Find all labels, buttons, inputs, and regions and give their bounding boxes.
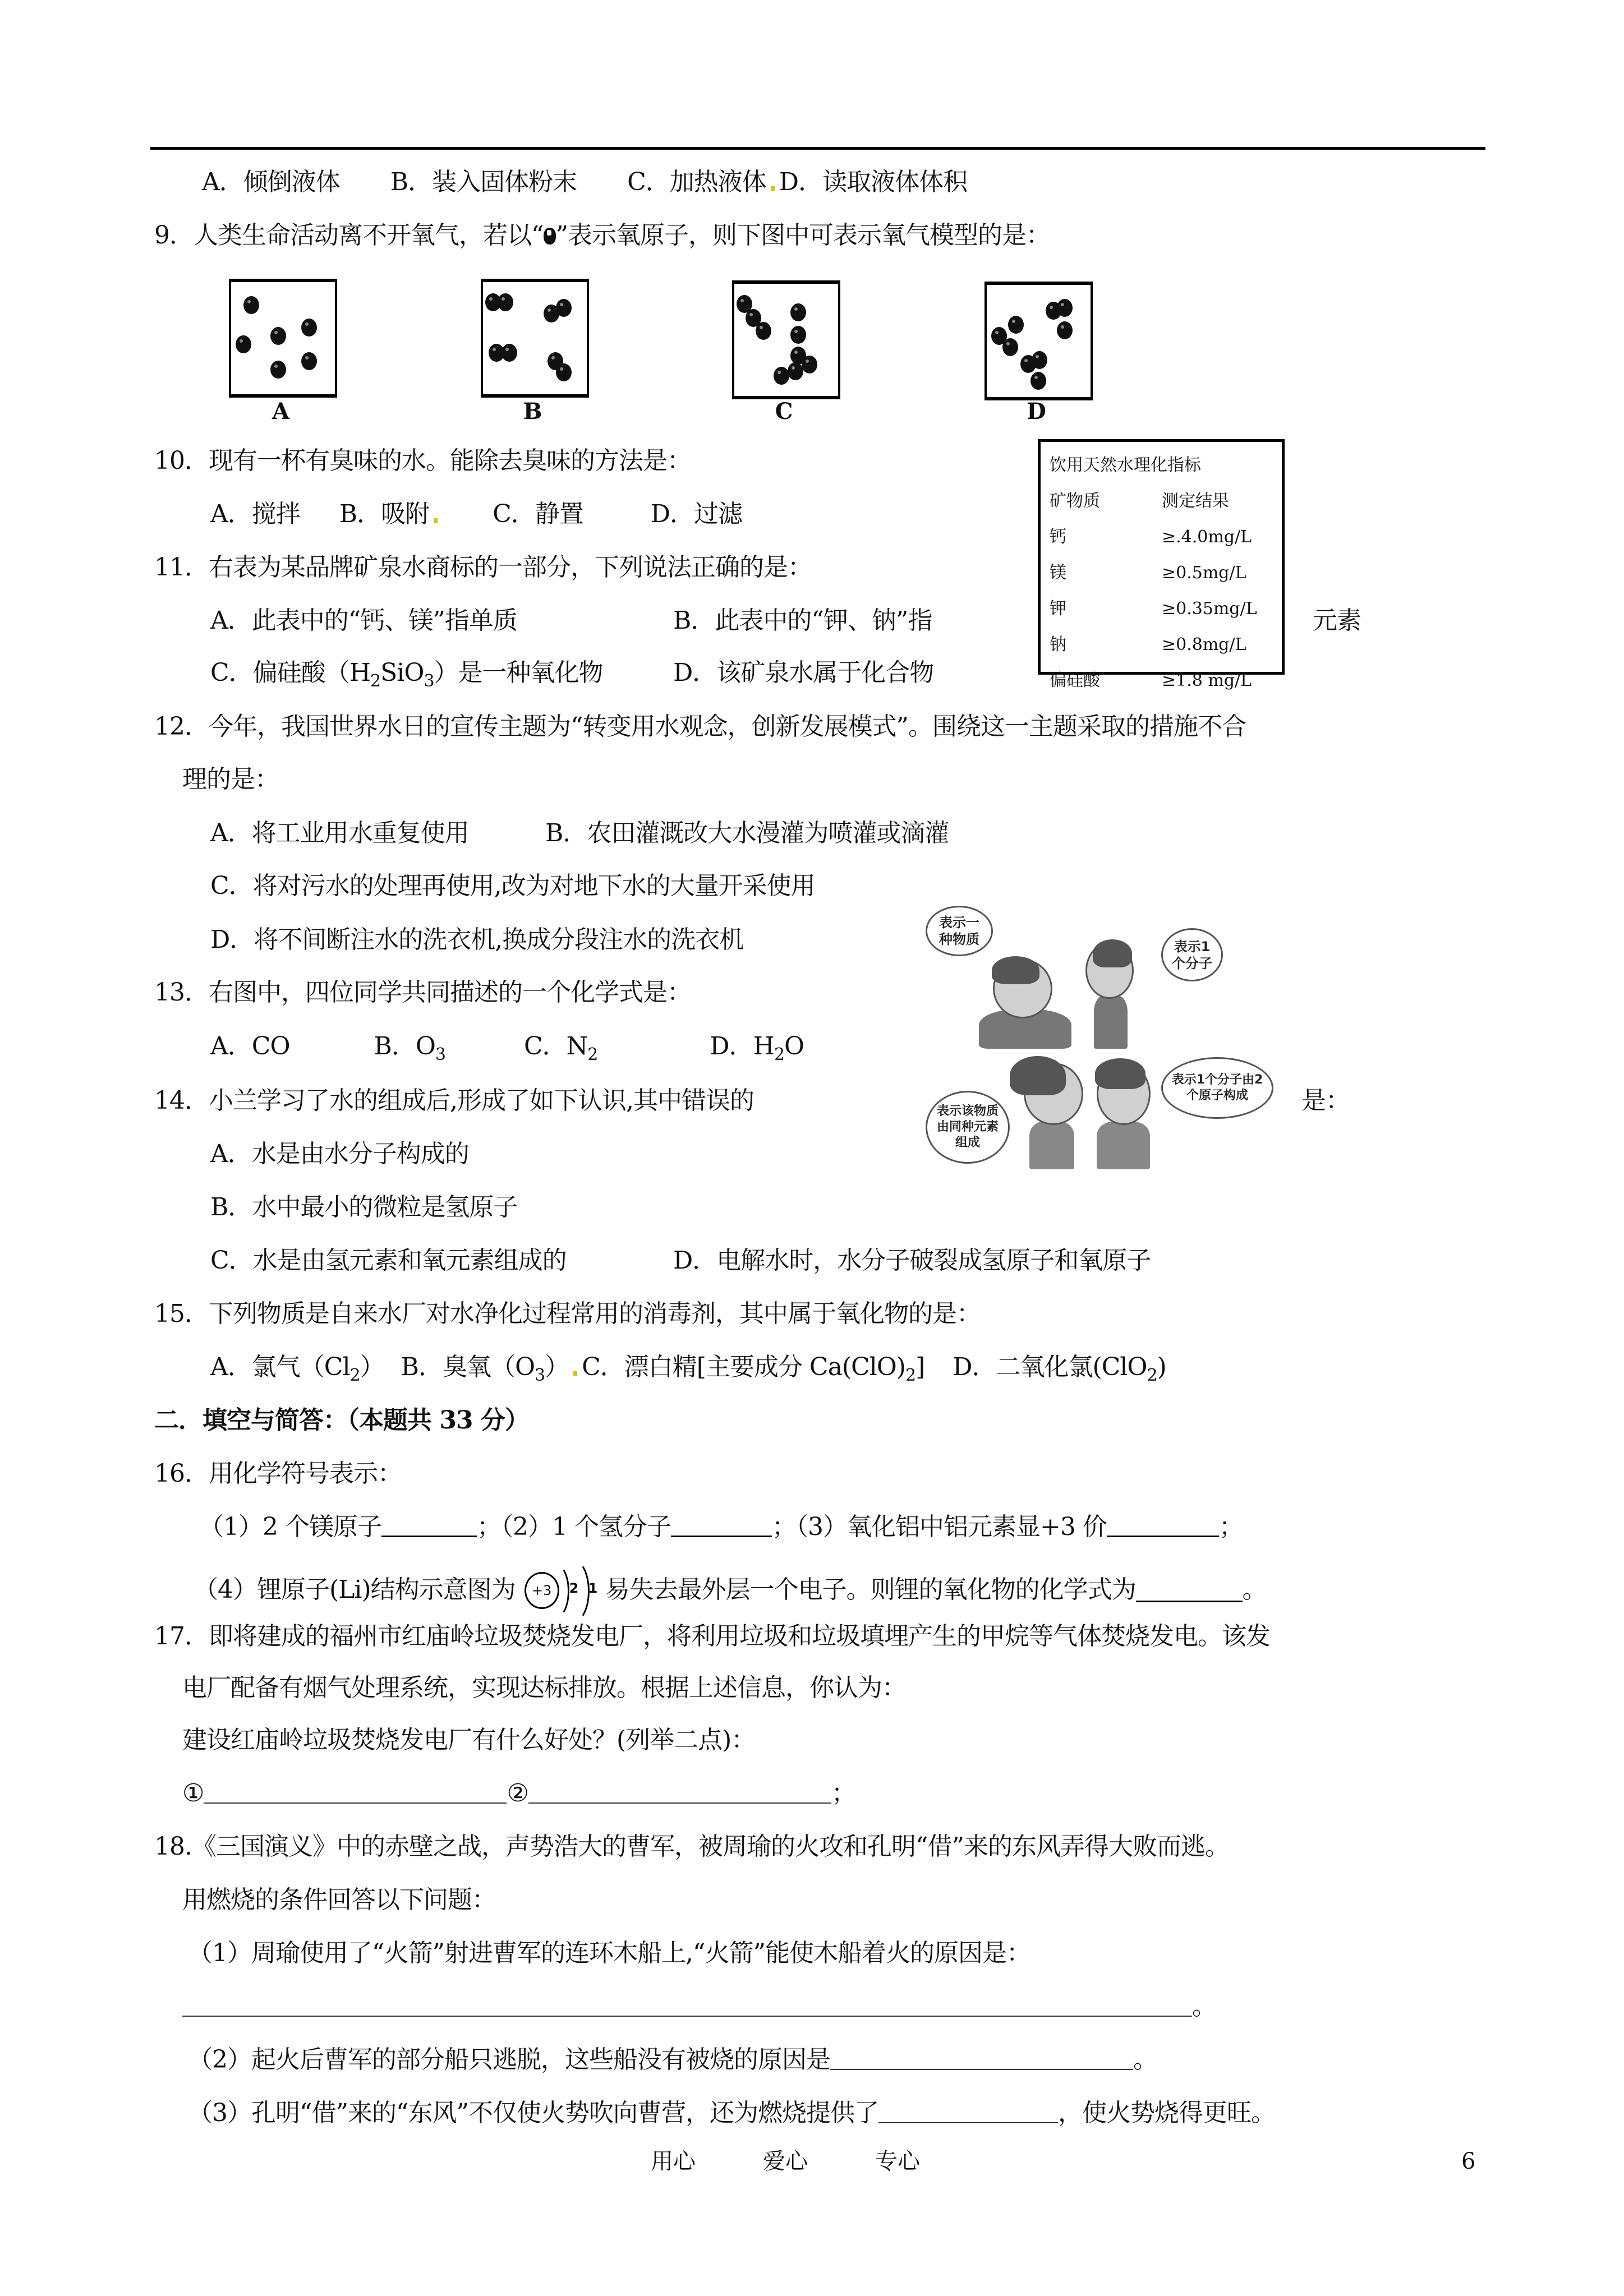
q18-line2: 用燃烧的条件回答以下问题： <box>182 1885 496 1914</box>
q10-options-row <box>210 499 742 530</box>
q18-part-1: （1）周瑜使用了“火箭”射进曹军的连环木船上,“火箭”能使木船着火的原因是： <box>188 1939 1030 1967</box>
q16-text: ； <box>1218 1513 1243 1541</box>
table-cell-name: 镁 <box>1050 563 1066 583</box>
section-2-title: 二．填空与简答：（本题共 33 分） <box>154 1406 529 1435</box>
subscript: 2 <box>349 1366 360 1385</box>
header-rule <box>150 147 1485 150</box>
model-a-label: A <box>272 398 290 425</box>
footer-motto-1: 用心 <box>651 2149 696 2174</box>
table-cell-value: ≥0.8mg/L <box>1162 635 1246 654</box>
q18-line1: 18.《三国演义》中的赤壁之战，声势浩大的曹军，被周瑜的火攻和孔明“借”来的东风弄得大败而逃。 <box>154 1832 1229 1861</box>
q17-answers <box>182 1778 855 1809</box>
q15-option-b: B．臭氧（O <box>401 1353 535 1381</box>
answer-blank[interactable] <box>830 2046 1133 2070</box>
q10-stem: 10．现有一杯有臭味的水。能除去臭味的方法是： <box>154 446 691 475</box>
q15-option-d: D．二氧化氯(ClO <box>953 1353 1147 1381</box>
q16-part-4 <box>194 1567 1267 1612</box>
q11-stem: 11．右表为某品牌矿泉水商标的一部分，下列说法正确的是： <box>154 553 812 582</box>
table-title: 饮用天然水理化指标 <box>1050 455 1201 475</box>
q13-options <box>210 1031 804 1062</box>
student-figure <box>1094 995 1128 1049</box>
q16-stem: 16．用化学符号表示： <box>154 1459 402 1488</box>
q17-text: ； <box>831 1779 855 1808</box>
mark-dot <box>434 518 438 523</box>
q14-option-a: A．水是由水分子构成的 <box>210 1140 469 1168</box>
q12-option-b: B．农田灌溉改大水漫灌为喷灌或滴灌 <box>545 819 949 847</box>
q14-option-b: B．水中最小的微粒是氢原子 <box>210 1193 518 1221</box>
student-figure <box>1029 1122 1074 1169</box>
q18-part-3 <box>188 2097 1275 2129</box>
answer-blank[interactable] <box>878 2100 1058 2123</box>
q13-option-b: B．O <box>374 1032 435 1061</box>
q8-option-b: B．装入固体粉末 <box>390 168 577 196</box>
q9-stem <box>154 220 1050 251</box>
subscript: 2 <box>1147 1366 1157 1385</box>
q18-part-2 <box>188 2044 1157 2076</box>
table-header-row <box>1050 483 1282 519</box>
table-row <box>1050 555 1282 591</box>
table-cell-name: 钙 <box>1050 527 1066 547</box>
answer-blank[interactable] <box>671 1513 772 1537</box>
q12-stem-line2: 理的是： <box>182 765 279 794</box>
student-hair <box>1093 939 1132 967</box>
q10-option-a: A．搅拌 <box>210 500 300 528</box>
q12-option-c: C．将对污水的处理再使用,改为对地下水的大量开采使用 <box>210 872 815 900</box>
q16-part-3: ；（3）氧化铝中铝元素显+3 价 <box>771 1513 1107 1541</box>
speech-bubble: 表示1个分子由2个原子构成 <box>1161 1057 1273 1119</box>
footer-motto-3: 专心 <box>875 2149 920 2174</box>
table-cell-name: 偏硅酸 <box>1050 671 1100 690</box>
subscript: 3 <box>435 1045 446 1064</box>
speech-bubble: 表示一种物质 <box>926 906 993 956</box>
q16-part-2: ；（2）1 个氢分子 <box>476 1513 671 1541</box>
q13-stem: 13．右图中，四位同学共同描述的一个化学式是： <box>154 978 691 1007</box>
q18-part-1-answer <box>182 1991 1216 2022</box>
q15-stem: 15．下列物质是自来水厂对水净化过程常用的消毒剂，其中属于氧化物的是： <box>154 1299 981 1328</box>
q15-text: ) <box>1157 1353 1166 1381</box>
students-cartoon <box>926 906 1290 1175</box>
subscript: 2 <box>587 1045 598 1064</box>
subscript: 2 <box>774 1045 785 1064</box>
mineral-water-table <box>1038 439 1285 690</box>
q9-stem-after: ”表示氧原子，则下图中可表示氧气模型的是： <box>555 221 1050 250</box>
table-cell-value: ≥0.35mg/L <box>1162 599 1257 619</box>
page-number: 6 <box>1461 2149 1476 2174</box>
model-b-box <box>481 279 589 398</box>
table-cell-value: ≥1.8 mg/L <box>1162 671 1252 690</box>
q13-option-a: A．CO <box>210 1032 290 1061</box>
q16-parts-1-3 <box>199 1511 1243 1543</box>
answer-blank[interactable] <box>1107 1513 1219 1537</box>
q18-part-3-tail: ，使火势烧得更旺。 <box>1057 2099 1275 2127</box>
q11-option-d: D．该矿泉水属于化合物 <box>673 658 934 687</box>
q16-part-1: （1）2 个镁原子 <box>199 1513 381 1541</box>
model-a-box <box>229 279 337 398</box>
li-nucleus: +3 <box>525 1572 559 1609</box>
q13-option-c: C．N <box>524 1032 588 1061</box>
oxygen-atom-icon <box>544 228 556 245</box>
model-d-label: D <box>1027 398 1046 425</box>
q18-text: 。 <box>1133 2045 1157 2074</box>
q18-part-3-text: （3）孔明“借”来的“东风”不仅使火势吹向曹营，还为燃烧提供了 <box>188 2099 878 2127</box>
q15-option-c: C．漂白精[主要成分 Ca(ClO) <box>582 1353 905 1381</box>
subscript: 3 <box>535 1366 545 1385</box>
q15-text: ） <box>360 1353 384 1381</box>
table-row <box>1050 627 1282 663</box>
q14-stem: 14．小兰学习了水的组成后,形成了如下认识,其中错误的 <box>154 1086 754 1115</box>
model-d-box <box>984 282 1093 400</box>
subscript: 2 <box>905 1366 916 1385</box>
answer-blank[interactable] <box>204 1780 507 1804</box>
subscript: 2 <box>370 671 381 691</box>
li-shell-1-electrons: 2 <box>569 1580 578 1596</box>
circled-number-2: ② <box>507 1779 528 1808</box>
mark-dot <box>771 186 775 191</box>
table-cell-name: 钠 <box>1050 635 1066 654</box>
q12-stem-line1: 12．今年，我国世界水日的宣传主题为“转变用水观念，创新发展模式”。围绕这一主题采取的措施不合 <box>154 712 1246 741</box>
q10-option-c: C．静置 <box>493 500 583 528</box>
q16-text: 。 <box>1242 1575 1267 1604</box>
q11-c-text: C．偏硅酸（H <box>210 658 371 687</box>
table-row <box>1050 519 1282 555</box>
q14-stem-tail: 是： <box>1301 1086 1350 1115</box>
q8-option-d: D．读取液体体积 <box>779 168 968 196</box>
q11-c-text: ）是一种氧化物 <box>434 658 603 687</box>
q18-text: 。 <box>1192 1992 1216 2021</box>
speech-bubble: 表示该物质由同种元素组成 <box>926 1091 1010 1164</box>
q8-option-c: C．加热液体 <box>627 168 766 196</box>
table-cell-value: ≥0.5mg/L <box>1162 563 1246 583</box>
table-row <box>1050 591 1282 627</box>
q17-line3: 建设红庙岭垃圾焚烧发电厂有什么好处？(列举二点)： <box>182 1726 756 1754</box>
answer-blank[interactable] <box>182 1993 1192 2017</box>
q17-line2: 电厂配备有烟气处理系统，实现达标排放。根据上述信息，你认为： <box>182 1673 906 1702</box>
q15-text: ] <box>915 1353 925 1381</box>
q13-option-d: D．H <box>710 1032 774 1061</box>
q8-options <box>202 167 967 198</box>
q14-option-c: C．水是由氢元素和氧元素组成的 <box>210 1246 567 1275</box>
lithium-atom-diagram <box>521 1567 600 1612</box>
table-header-mineral: 矿物质 <box>1050 491 1100 511</box>
table-cell-value: ≥.4.0mg/L <box>1162 527 1252 547</box>
q11-option-c <box>210 657 603 689</box>
answer-blank[interactable] <box>381 1513 477 1537</box>
q16-part-4-pre: （4）锂原子(Li)结构示意图为 <box>194 1575 516 1604</box>
speech-bubble: 表示1个分子 <box>1161 928 1223 981</box>
table-header-result: 测定结果 <box>1162 491 1229 511</box>
q14-option-d: D．电解水时，水分子破裂成氢原子和氧原子 <box>673 1246 1151 1275</box>
q11-option-b: B．此表中的“钾、钠”指 <box>673 606 932 635</box>
q11-option-b-tail: 元素 <box>1313 606 1361 635</box>
q10-option-d: D．过滤 <box>650 500 743 528</box>
student-figure <box>1097 1122 1150 1169</box>
q9-stem-before: 9．人类生命活动离不开氧气，若以“ <box>154 221 544 250</box>
student-hair <box>992 956 1039 984</box>
q8-option-a: A．倾倒液体 <box>202 168 340 196</box>
model-c-box <box>732 280 840 399</box>
answer-blank[interactable] <box>1136 1578 1243 1602</box>
footer-motto-2: 爱心 <box>763 2149 808 2174</box>
q13-option-d-tail: O <box>784 1032 804 1061</box>
model-b-label: B <box>523 398 542 425</box>
q12-option-a: A．将工业用水重复使用 <box>210 819 469 847</box>
table-row <box>1050 663 1282 699</box>
q11-c-text: SiO <box>380 658 424 687</box>
q15-options <box>210 1352 1166 1383</box>
q11-option-a: A．此表中的“钙、镁”指单质 <box>210 606 517 635</box>
circled-number-1: ① <box>182 1779 204 1808</box>
li-shell-2-electrons: 1 <box>588 1580 597 1596</box>
mark-dot <box>573 1371 577 1376</box>
answer-blank[interactable] <box>528 1780 831 1804</box>
q18-part-2-text: （2）起火后曹军的部分船只逃脱，这些船没有被烧的原因是 <box>188 2045 830 2074</box>
table-cell-name: 钾 <box>1050 599 1066 619</box>
model-c-label: C <box>775 398 793 425</box>
q15-text: ） <box>545 1353 569 1381</box>
q17-line1: 17．即将建成的福州市红庙岭垃圾焚烧发电厂，将利用垃圾和垃圾填埋产生的甲烷等气体焚烧发电。该发 <box>154 1622 1270 1650</box>
q16-part-4-text: 易失去最外层一个电子。则锂的氧化物的化学式为 <box>605 1575 1136 1604</box>
student-hair <box>1095 1058 1145 1089</box>
q12-option-d: D．将不间断注水的洗衣机,换成分段注水的洗衣机 <box>210 925 744 954</box>
q15-option-a: A．氯气（Cl <box>210 1353 350 1381</box>
student-hair <box>1010 1056 1066 1095</box>
q10-option-b: B．吸附 <box>339 500 430 528</box>
subscript: 3 <box>424 671 434 691</box>
